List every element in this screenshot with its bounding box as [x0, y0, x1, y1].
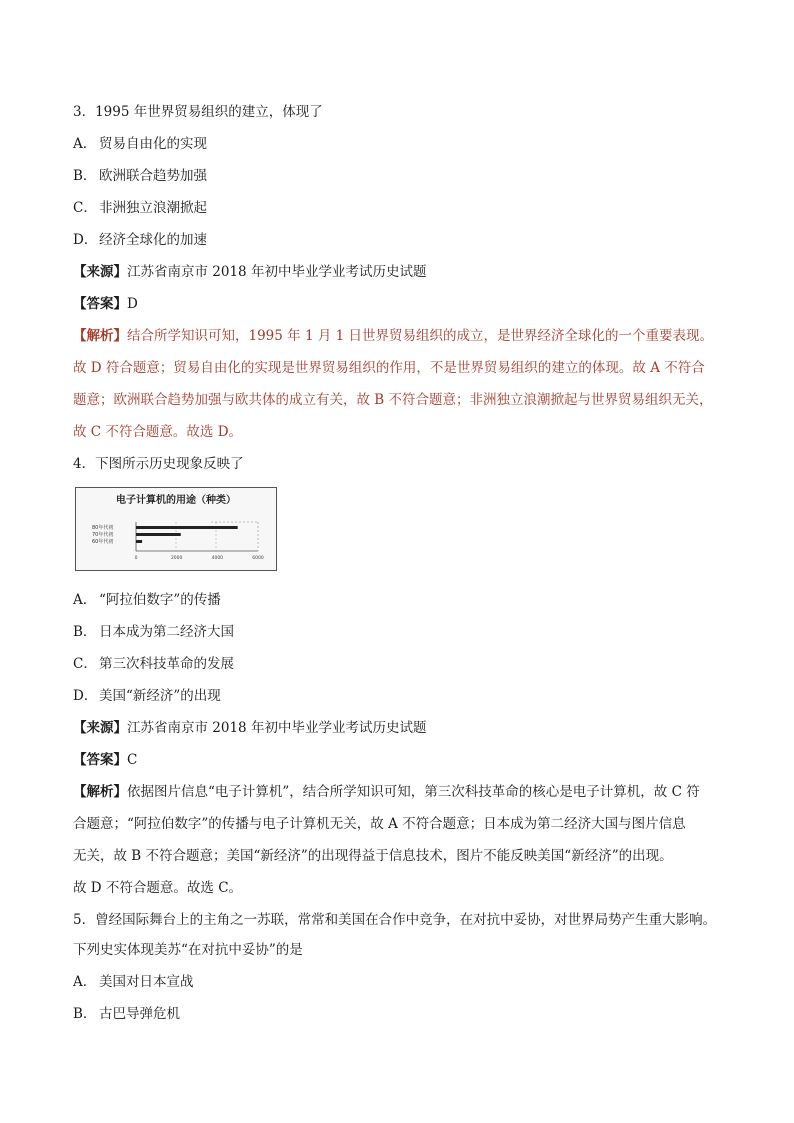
answer-tag: 【答案】 [73, 752, 127, 768]
option-label: A． [73, 592, 97, 608]
source-text: 江苏省南京市 2018 年初中毕业学业考试历史试题 [127, 264, 427, 280]
option-text: 欧洲联合趋势加强 [99, 168, 207, 184]
option-text: 美国对日本宣战 [99, 974, 194, 990]
q3-analysis-line-3: 题意；欧洲联合趋势加强与欧共体的成立有关，故 B 不符合题意；非洲独立浪潮掀起与世界贸易组织无关， [73, 392, 713, 408]
option-label: B． [73, 168, 97, 184]
chart-tick-label: 4000 [211, 556, 224, 561]
q3-source [73, 262, 733, 282]
chart-bar [136, 540, 142, 543]
option-label: D． [73, 688, 98, 704]
option-text: 经济全球化的加速 [99, 232, 207, 248]
q3-option-b [73, 166, 733, 186]
q5-option-a [73, 972, 733, 992]
answer-value: C [127, 752, 138, 768]
option-text: 美国“新经济”的出现 [99, 688, 221, 704]
q4-source [73, 718, 733, 738]
q5-stem-line-1: 5．曾经国际舞台上的主角之一苏联，常常和美国在合作中竞争，在对抗中妥协，对世界局势产生重大影响。 [73, 912, 717, 928]
option-text: 日本成为第二经济大国 [99, 624, 234, 640]
q3-option-a [73, 134, 733, 154]
option-label: C． [73, 200, 97, 216]
option-label: B． [73, 1006, 97, 1022]
chart-row-label: 80年代初 [92, 525, 114, 531]
computer-usage-figure [75, 487, 277, 571]
q4-option-d [73, 686, 733, 706]
option-label: A． [73, 136, 97, 152]
option-label: A． [73, 974, 97, 990]
option-label: D． [73, 232, 98, 248]
chart-tick-label: 6000 [252, 556, 264, 561]
option-label: C． [73, 656, 97, 672]
chart-bar [136, 533, 181, 536]
q4-analysis-line-2: 合题意；“阿拉伯数字”的传播与电子计算机无关，故 A 不符合题意；日本成为第二经济大国与图片信息 [73, 816, 686, 832]
analysis-tag: 【解析】 [73, 784, 127, 800]
figure-title: 电子计算机的用途（种类） [116, 495, 236, 506]
q3-option-c [73, 198, 733, 218]
q4-analysis-line-4: 故 D 不符合题意。故选 C。 [73, 880, 243, 896]
figure-chart [76, 488, 276, 570]
q3-stem: 3．1995 年世界贸易组织的建立，体现了 [73, 104, 323, 120]
chart-tick-label: 0 [134, 556, 138, 561]
source-tag: 【来源】 [73, 264, 127, 280]
q4-analysis-line-1 [73, 782, 733, 802]
chart-bar [136, 526, 238, 529]
q4-stem: 4．下图所示历史现象反映了 [73, 456, 244, 472]
option-text: 贸易自由化的实现 [99, 136, 207, 152]
chart-tick-label: 2000 [170, 556, 183, 561]
q3-analysis-line-4: 故 C 不符合题意。故选 D。 [73, 424, 243, 440]
q4-answer [73, 750, 733, 770]
q4-option-a [73, 590, 733, 610]
option-text: 第三次科技革命的发展 [99, 656, 234, 672]
analysis-tag: 【解析】 [73, 328, 127, 344]
option-label: B． [73, 624, 97, 640]
q5-option-b [73, 1004, 733, 1024]
analysis-text: 结合所学知识可知，1995 年 1 月 1 日世界贸易组织的成立，是世界经济全球化的一个重要表现。 [127, 328, 713, 344]
q3-answer [73, 294, 733, 314]
q5-stem-line-2: 下列史实体现美苏“在对抗中妥协”的是 [73, 942, 303, 958]
analysis-text: 依据图片信息“电子计算机”，结合所学知识可知，第三次科技革命的核心是电子计算机，故 C 符 [127, 784, 700, 800]
chart-row-label: 60年代初 [92, 539, 114, 545]
q4-option-b [73, 622, 733, 642]
q3-option-d [73, 230, 733, 250]
option-text: 古巴导弹危机 [99, 1006, 180, 1022]
q4-option-c [73, 654, 733, 674]
q3-analysis-line-1 [73, 326, 733, 346]
source-tag: 【来源】 [73, 720, 127, 736]
option-text: “阿拉伯数字”的传播 [99, 592, 221, 608]
chart-row-label: 70年代初 [92, 532, 114, 538]
answer-value: D [127, 296, 138, 312]
q3-analysis-line-2: 故 D 符合题意；贸易自由化的实现是世界贸易组织的作用，不是世界贸易组织的建立的体现。故 A 不符合 [73, 360, 705, 376]
answer-tag: 【答案】 [73, 296, 127, 312]
option-text: 非洲独立浪潮掀起 [99, 200, 207, 216]
q4-analysis-line-3: 无关，故 B 不符合题意；美国“新经济”的出现得益于信息技术，图片不能反映美国“新经济”的出现。 [73, 848, 673, 864]
source-text: 江苏省南京市 2018 年初中毕业学业考试历史试题 [127, 720, 427, 736]
